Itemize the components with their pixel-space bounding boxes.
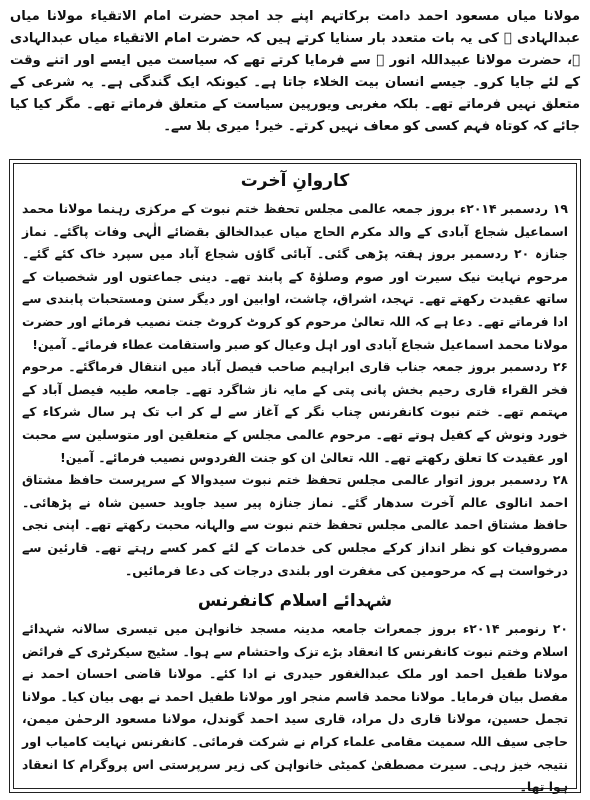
obituary-item: ۲۸ ردسمبر بروز اتوار عالمی مجلس تحفظ ختم نبوت سیدوالا کے سرپرست حافظ مشتاق احمد انالوی عالم آخرت سدھار گئے۔ نماز جنازہ پیر سید جاوید حسین شاہ نے پڑھائی۔ حافظ مشتاق احمد عالمی مجلس تحفظ ختم نبوت سے والہانہ محبت رکھتے تھے۔ اپنی نجی مصروفیات کو نظر انداز کرکے مجلس کی خدمات کے لئے کمر کسے رہتے تھے۔ قارئین سے درخواست ہے کہ مرحومین کی مغفرت اور بلندی درجات کی دعا فرمائیں۔ [22, 472, 568, 578]
obituary-item: ۱۹ ردسمبر ۲۰۱۴ء بروز جمعہ عالمی مجلس تحفظ ختم نبوت کے مرکزی رہنما مولانا محمد اسماعیل شجاع آبادی کے والد مکرم الحاج میاں عبدالخالق بقضائے الٰہی وفات پاگئے۔ نماز جنازہ ۲۰ ردسمبر بروز ہفتہ پڑھی گئی۔ آبائی گاؤں شجاع آباد میں سپرد خاک کئے گئے۔ مرحوم نہایت نیک سیرت اور صوم وصلوٰۃ کے پابند تھے۔ دینی جماعتوں اور شخصیات کے ساتھ عقیدت رکھتے تھے۔ تہجد، اشراق، چاشت، اوابین اور دیگر سنن ومستحبات پابندی سے ادا فرماتے تھے۔ دعا ہے کہ اللہ تعالیٰ مرحوم کو کروٹ کروٹ جنت نصیب فرمائے اور حضرت مولانا محمد اسماعیل شجاع آبادی اور اہل وعیال کو صبر واستقامت عطاء فرمائے۔ آمین! [22, 201, 568, 352]
obituary-item: ۲۶ ردسمبر بروز جمعہ جناب قاری ابراہیم صاحب فیصل آباد میں انتقال فرماگئے۔ مرحوم فخر القراء قاری رحیم بخش پانی پتی کے مایہ ناز شاگرد تھے۔ جامعہ طیبہ فیصل آباد کے مہتمم تھے۔ ختم نبوت کانفرنس چناب نگر کے آغاز سے لے کر اب تک ہر سال شرکاء کے خورد ونوش کے کفیل ہوتے تھے۔ مرحوم عالمی مجلس کے متعلقین اور متوسلین سے محبت اور عقیدت کا تعلق رکھتے تھے۔ اللہ تعالیٰ ان کو جنت الفردوس نصیب فرمائے۔ آمین! [22, 359, 568, 465]
intro-text: مولانا میاں مسعود احمد دامت برکاتہم اپنے جد امجد حضرت امام الاتقیاء مولانا میاں عبدالہادی ﷫ کی یہ بات متعدد بار سنایا کرتے ہیں کہ حضرت امام الاتقیاء میاں عبدالہادی ﷫، حضرت مولانا عبیداللہ انور ﷫ سے فرمایا کرتے تھے کہ سیاست میں ایسے اور اتنے وقت کے لئے جایا کرو۔ جیسے انسان بیت الخلاء جاتا ہے۔ کیونکہ ایک گندگی ہے۔ یہ شرعی کے متعلق نہیں فرماتے تھے۔ بلکہ مغربی ویورپین سیاست کے متعلق فرماتے تھے۔ مگر کیا کیا جائے کہ کوتاہ فہم کسی کو معاف نہیں کرتے۔ خیر! میری بلا سے۔ [10, 9, 580, 134]
news-box [9, 159, 581, 793]
news-box-content [22, 168, 568, 799]
conference-report: ۲۰ رنومبر ۲۰۱۴ء بروز جمعرات جامعہ مدینہ مسجد خانواہن میں تیسری سالانہ شہدائے اسلام وختم نبوت کانفرنس کا انعقاد بڑے تزک واحتشام سے ہوا۔ سٹیج سیکرٹری کے فرائض مولانا طفیل احمد اور ملک عبدالغفور حیدری نے ادا کئے۔ مولانا قاضی احسان احمد نے مفصل بیان فرمایا۔ مولانا محمد قاسم منجر اور مولانا طفیل احمد نے بھی بیان کیا۔ مولانا تجمل حسین، مولانا قاری دل مراد، قاری سید احمد گوندل، مولانا مسعود الرحمٰن میمن، حاجی سیف اللہ سمیت مقامی علماء کرام نے شرکت فرمائی۔ کانفرنس نہایت کامیاب اور نتیجہ خیز رہی۔ سیرت مصطفیٰ کمیٹی خانواہن کی زیر سرپرستی اس پروگرام کا انعقاد ہوا تھا۔ [22, 621, 568, 795]
section-heading-karwan-e-akhirat: کاروانِ آخرت [240, 171, 350, 191]
section-heading-conference: شہدائے اسلام کانفرنس [197, 591, 393, 612]
intro-paragraph [10, 6, 580, 138]
